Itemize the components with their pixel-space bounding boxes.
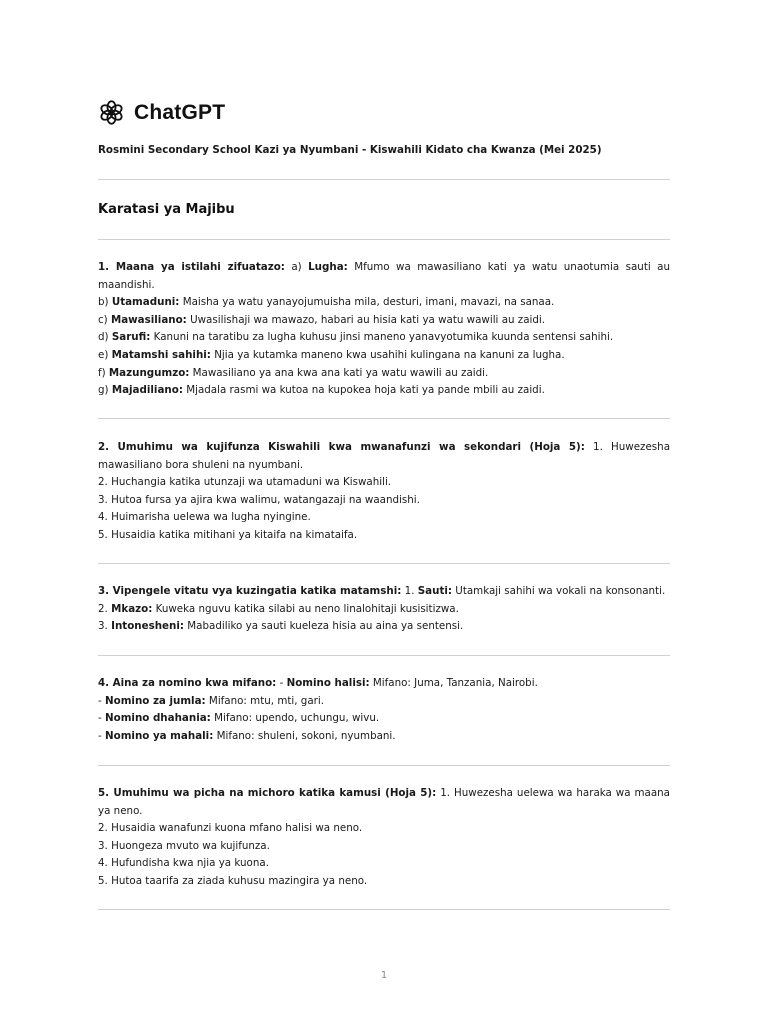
question-4-line: - Nomino za jumla: Mifano: mtu, mti, gari.	[98, 694, 325, 707]
divider	[98, 655, 670, 656]
chatgpt-header	[98, 99, 225, 126]
question-4-title: 4. Aina za nomino kwa mifano:	[98, 677, 277, 689]
definition: Njia ya kutamka maneno kwa usahihi kulingana na kanuni za lugha.	[210, 348, 565, 361]
term: Matamshi sahihi:	[111, 348, 211, 361]
term: Lugha:	[308, 261, 348, 273]
question-1-line: d) Sarufi: Kanuni na taratibu za lugha kuhusu jinsi maneno yanavyotumika kuunda sentensi sahihi.	[98, 331, 614, 344]
question-2-line: 2. Umuhimu wa kujifunza Kiswahili kwa mwanafunzi wa sekondari (Hoja 5): 1. Huwezesha mawasiliano bora shuleni na nyumbani.	[98, 441, 670, 471]
question-2-title: 2. Umuhimu wa kujifunza Kiswahili kwa mwanafunzi wa sekondari (Hoja 5):	[98, 441, 585, 453]
list-item: 5. Husaidia katika mitihani ya kitaifa na kimataifa.	[98, 528, 358, 541]
term: Nomino ya mahali:	[105, 729, 214, 742]
term: Nomino halisi:	[286, 677, 370, 689]
term: Mazungumzo:	[108, 366, 190, 379]
question-5-line: 5. Umuhimu wa picha na michoro katika kamusi (Hoja 5): 1. Huwezesha uelewa wa haraka wa maana ya neno.	[98, 787, 670, 817]
question-1-line: f) Mazungumzo: Mawasiliano ya ana kwa ana kati ya watu wawili au zaidi.	[98, 366, 489, 379]
divider	[98, 179, 670, 180]
definition: Mifano: Juma, Tanzania, Nairobi.	[369, 677, 538, 689]
definition: Uwasilishaji wa mawazo, habari au hisia kati ya watu wawili au zaidi.	[186, 313, 546, 326]
question-3-title: 3. Vipengele vitatu vya kuzingatia katika matamshi:	[98, 585, 402, 597]
definition: Mawasiliano ya ana kwa ana kati ya watu wawili au zaidi.	[189, 366, 489, 379]
definition: Mjadala rasmi wa kutoa na kupokea hoja kati ya pande mbili au zaidi.	[182, 384, 545, 397]
divider	[98, 418, 670, 419]
question-3-line: 3. Vipengele vitatu vya kuzingatia katika matamshi: 1. Sauti: Utamkaji sahihi wa vokali na konsonanti.	[98, 585, 666, 597]
definition: Mifano: shuleni, sokoni, nyumbani.	[213, 729, 396, 742]
openai-logo-icon	[98, 99, 125, 126]
list-item: 2. Huchangia katika utunzaji wa utamaduni wa Kiswahili.	[98, 476, 392, 489]
question-5-title: 5. Umuhimu wa picha na michoro katika kamusi (Hoja 5):	[98, 787, 437, 799]
list-item: 4. Huimarisha uelewa wa lugha nyingine.	[98, 511, 311, 524]
list-item: 3. Hutoa fursa ya ajira kwa walimu, watangazaji na waandishi.	[98, 493, 420, 506]
definition: Mifano: mtu, mti, gari.	[205, 694, 325, 707]
question-4-line: 4. Aina za nomino kwa mifano: - Nomino halisi: Mifano: Juma, Tanzania, Nairobi.	[98, 677, 538, 689]
question-3	[98, 583, 670, 636]
list-item: 4. Hufundisha kwa njia ya kuona.	[98, 857, 269, 870]
definition: Utamkaji sahihi wa vokali na konsonanti.	[452, 585, 666, 597]
list-item: 2. Husaidia wanafunzi kuona mfano halisi wa neno.	[98, 822, 363, 835]
question-2	[98, 439, 670, 545]
term: Intonesheni:	[111, 620, 185, 633]
question-3-line: 3. Intonesheni: Mabadiliko ya sauti kueleza hisia au aina ya sentensi.	[98, 620, 464, 633]
page-number: 1	[380, 970, 388, 981]
term: Sarufi:	[111, 331, 151, 344]
definition: Mifano: upendo, uchungu, wivu.	[210, 712, 380, 725]
term: Mkazo:	[111, 602, 153, 615]
list-item: 5. Hutoa taarifa za ziada kuhusu mazingira ya neno.	[98, 874, 368, 887]
divider	[98, 239, 670, 240]
question-1-title: 1. Maana ya istilahi zifuatazo:	[98, 261, 285, 273]
term: Nomino dhahania:	[105, 712, 211, 725]
question-4-line: - Nomino dhahania: Mifano: upendo, uchungu, wivu.	[98, 712, 380, 725]
term: Nomino za jumla:	[105, 694, 206, 707]
question-1-line: e) Matamshi sahihi: Njia ya kutamka maneno kwa usahihi kulingana na kanuni za lugha.	[98, 348, 565, 361]
question-1-line: c) Mawasiliano: Uwasilishaji wa mawazo, habari au hisia kati ya watu wawili au zaidi.	[98, 313, 546, 326]
definition: Mabadiliko ya sauti kueleza hisia au aina ya sentensi.	[184, 620, 464, 633]
definition: Kanuni na taratibu za lugha kuhusu jinsi maneno yanavyotumika kuunda sentensi sahihi.	[150, 331, 614, 344]
definition: Kuweka nguvu katika silabi au neno linalohitaji kusisitizwa.	[152, 602, 459, 615]
term: Sauti:	[417, 585, 453, 597]
list-item: 3. Huongeza mvuto wa kujifunza.	[98, 839, 270, 852]
document-title: Rosmini Secondary School Kazi ya Nyumbani - Kiswahili Kidato cha Kwanza (Mei 2025)	[98, 144, 602, 156]
divider	[98, 563, 670, 564]
question-1	[98, 259, 670, 400]
section-heading: Karatasi ya Majibu	[98, 202, 235, 217]
question-1-line: b) Utamaduni: Maisha ya watu yanayojumuisha mila, desturi, imani, mavazi, na sanaa.	[98, 296, 555, 309]
question-4	[98, 675, 670, 745]
divider	[98, 909, 670, 910]
question-5	[98, 785, 670, 891]
term: Mawasiliano:	[110, 313, 187, 326]
divider	[98, 765, 670, 766]
definition: Mfumo wa mawasiliano kati ya watu unaotumia sauti au maandishi.	[98, 261, 670, 291]
question-4-line: - Nomino ya mahali: Mifano: shuleni, sokoni, nyumbani.	[98, 729, 396, 742]
brand-name: ChatGPT	[134, 100, 226, 124]
question-1-line: g) Majadiliano: Mjadala rasmi wa kutoa na kupokea hoja kati ya pande mbili au zaidi.	[98, 384, 545, 397]
question-3-line: 2. Mkazo: Kuweka nguvu katika silabi au neno linalohitaji kusisitizwa.	[98, 602, 459, 615]
term: Majadiliano:	[111, 384, 183, 397]
question-1-line: 1. Maana ya istilahi zifuatazo: a) Lugha: Mfumo wa mawasiliano kati ya watu unaotumia sauti au maandishi.	[98, 261, 670, 291]
definition: Maisha ya watu yanayojumuisha mila, desturi, imani, mavazi, na sanaa.	[179, 296, 555, 309]
term: Utamaduni:	[111, 296, 180, 309]
